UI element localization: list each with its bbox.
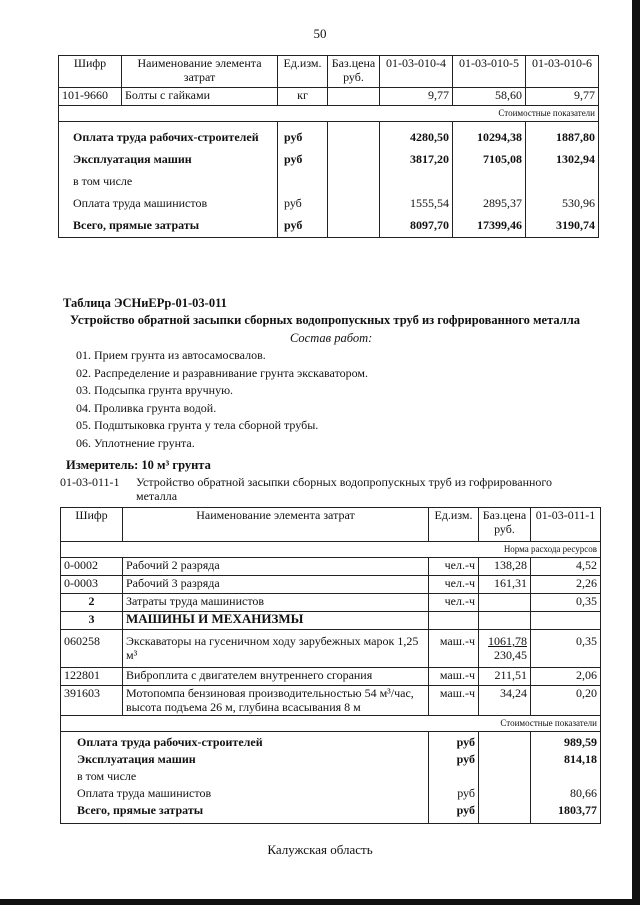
measure-unit: Измеритель: 10 м³ грунта (66, 458, 211, 472)
row-unit: чел.-ч (429, 558, 479, 576)
cost-name: Оплата труда рабочих-строителей (73, 130, 259, 144)
table-row (61, 612, 601, 630)
row-unit: маш.-ч (429, 668, 479, 686)
price-numerator: 1061,78 (488, 634, 527, 648)
cost-name: Всего, прямые затраты (73, 218, 200, 232)
cost-value: 2895,37 (483, 196, 522, 210)
cost-units (278, 122, 328, 238)
cost-names (59, 122, 278, 238)
page-footer: Калужская область (267, 842, 373, 857)
cost-unit: руб (284, 152, 303, 166)
cost-unit: руб (456, 752, 475, 766)
row-unit: кг (278, 88, 328, 106)
cost-values-2 (453, 122, 526, 238)
cost-value (534, 768, 597, 785)
cost-name: Эксплуатация машин (73, 152, 192, 166)
page-number: 50 (313, 26, 327, 41)
cost-name: Всего, прямые затраты (77, 803, 204, 817)
cost-value: 1887,80 (556, 130, 595, 144)
row-name: Рабочий 2 разряда (123, 558, 429, 576)
cost-value: 1555,54 (410, 196, 449, 210)
row-value: 9,77 (380, 88, 453, 106)
col-header-unit: Ед.изм. (278, 56, 328, 88)
table-row (61, 576, 601, 594)
price-denominator: 230,45 (494, 648, 527, 662)
row-price (328, 88, 380, 106)
row-price (479, 594, 531, 612)
row-code: 3 (61, 612, 123, 630)
row-value: 2,06 (531, 668, 601, 686)
list-item: 03. Подсыпка грунта вручную. (76, 383, 234, 397)
cost-unit: руб (284, 130, 303, 144)
list-item: 02. Распределение и разравнивание грунта экскаватором. (76, 365, 369, 380)
list-item: 06. Уплотнение грунта. (76, 435, 195, 450)
row-name: Затраты труда машинистов (123, 594, 429, 612)
row-unit: маш.-ч (429, 686, 479, 716)
cost-name: в том числе (77, 769, 137, 783)
cost-name: Оплата труда машинистов (77, 786, 212, 800)
row-price: 211,51 (479, 668, 531, 686)
cost-value: 989,59 (564, 735, 597, 749)
cost-value: 530,96 (562, 196, 595, 210)
cost-value (383, 170, 449, 192)
item-description (60, 475, 600, 503)
cost-values (531, 732, 601, 824)
cost-table-1 (58, 55, 599, 238)
cost-value: 80,66 (570, 786, 597, 800)
col-header-010-5: 01-03-010-5 (453, 56, 526, 88)
resource-table-2 (60, 507, 601, 824)
cost-unit: руб (456, 803, 475, 817)
cost-value: 4280,50 (410, 130, 449, 144)
row-unit: чел.-ч (429, 594, 479, 612)
cost-value: 10294,38 (477, 130, 522, 144)
table-row (61, 686, 601, 716)
list-item: 05. Подштыковка грунта у тела сборной трубы. (76, 418, 319, 432)
row-code: 101-9660 (59, 88, 122, 106)
row-name: Рабочий 3 разряда (123, 576, 429, 594)
cost-unit: руб (284, 196, 302, 210)
row-unit: чел.-ч (429, 576, 479, 594)
table-row (61, 558, 601, 576)
cost-name: Оплата труда рабочих-строителей (77, 735, 263, 749)
row-code: 2 (61, 594, 123, 612)
row-code: 060258 (61, 630, 123, 668)
row-value: 58,60 (453, 88, 526, 106)
row-price (479, 630, 531, 668)
cost-value: 1302,94 (556, 152, 595, 166)
cost-unit: руб (284, 218, 303, 232)
row-code: 0-0002 (61, 558, 123, 576)
cost-name: Оплата труда машинистов (73, 196, 208, 210)
row-price: 138,28 (479, 558, 531, 576)
row-name: Экскаваторы на гусеничном ходу зарубежных марок 1,25 м³ (123, 630, 429, 668)
row-price: 34,24 (479, 686, 531, 716)
scan-edge-bottom (0, 899, 640, 905)
cost-value: 3817,20 (410, 152, 449, 166)
cost-empty-price (479, 732, 531, 824)
row-value: 0,20 (531, 686, 601, 716)
cost-values-3 (526, 122, 599, 238)
table-row (61, 594, 601, 612)
row-unit (429, 612, 479, 630)
table-row (61, 630, 601, 668)
col-header-011-1: 01-03-011-1 (531, 508, 601, 542)
col-header-name: Наименование элемента затрат (123, 508, 429, 542)
cost-section-header: Стоимостные показатели (59, 106, 599, 122)
col-header-code: Шифр (61, 508, 123, 542)
cost-unit: руб (457, 786, 475, 800)
cost-value: 1803,77 (558, 803, 597, 817)
cost-value: 8097,70 (410, 218, 449, 232)
row-value: 0,35 (531, 630, 601, 668)
row-unit: маш.-ч (429, 630, 479, 668)
norm-section-header: Норма расхода ресурсов (61, 542, 601, 558)
table-row (61, 668, 601, 686)
list-item: 01. Прием грунта из автосамосвалов. (76, 348, 266, 362)
row-value: 2,26 (531, 576, 601, 594)
cost-value: 3190,74 (556, 218, 595, 232)
cost-names (61, 732, 429, 824)
row-name: Виброплита с двигателем внутреннего сгорания (123, 668, 429, 686)
cost-unit (284, 170, 324, 192)
work-composition-title: Состав работ: (290, 331, 373, 345)
row-value (531, 612, 601, 630)
cost-unit: руб (456, 735, 475, 749)
cost-empty-price (328, 122, 380, 238)
item-text: Устройство обратной засыпки сборных водопропускных труб из гофрированного металла (136, 475, 553, 503)
cost-value: 17399,46 (477, 218, 522, 232)
list-item: 04. Проливка грунта водой. (76, 400, 217, 415)
row-value: 9,77 (526, 88, 599, 106)
row-name: Болты с гайками (122, 88, 278, 106)
row-code: 0-0003 (61, 576, 123, 594)
row-value: 0,35 (531, 594, 601, 612)
row-code: 391603 (61, 686, 123, 716)
col-header-unit: Ед.изм. (429, 508, 479, 542)
row-price (479, 612, 531, 630)
col-header-010-6: 01-03-010-6 (526, 56, 599, 88)
work-steps-list (76, 347, 368, 452)
col-header-code: Шифр (59, 56, 122, 88)
cost-value: 7105,08 (483, 152, 522, 166)
cost-value: 814,18 (564, 752, 597, 766)
row-value: 4,52 (531, 558, 601, 576)
cost-units (429, 732, 479, 824)
row-name: МАШИНЫ И МЕХАНИЗМЫ (123, 612, 429, 630)
table-title: Таблица ЭСНиЕРр-01-03-011 (63, 296, 227, 310)
cost-value (529, 170, 595, 192)
row-code: 122801 (61, 668, 123, 686)
cost-section-header: Стоимостные показатели (61, 716, 601, 732)
col-header-name: Наименование элемента затрат (122, 56, 278, 88)
cost-values-1 (380, 122, 453, 238)
table-row (59, 88, 599, 106)
row-price: 161,31 (479, 576, 531, 594)
row-name: Мотопомпа бензиновая производительностью 54 м³/час, высота подъема 26 м, глубина всасывания 8 м (123, 686, 429, 716)
cost-value (456, 170, 522, 192)
section-heading: Устройство обратной засыпки сборных водопропускных труб из гофрированного металла (70, 313, 581, 327)
col-header-010-4: 01-03-010-4 (380, 56, 453, 88)
cost-name: в том числе (73, 174, 133, 188)
col-header-price: Баз.цена руб. (479, 508, 531, 542)
cost-name: Эксплуатация машин (77, 752, 196, 766)
item-code: 01-03-011-1 (60, 475, 120, 489)
col-header-price: Баз.цена руб. (328, 56, 380, 88)
scan-edge-right (632, 0, 640, 905)
cost-unit (432, 768, 475, 785)
